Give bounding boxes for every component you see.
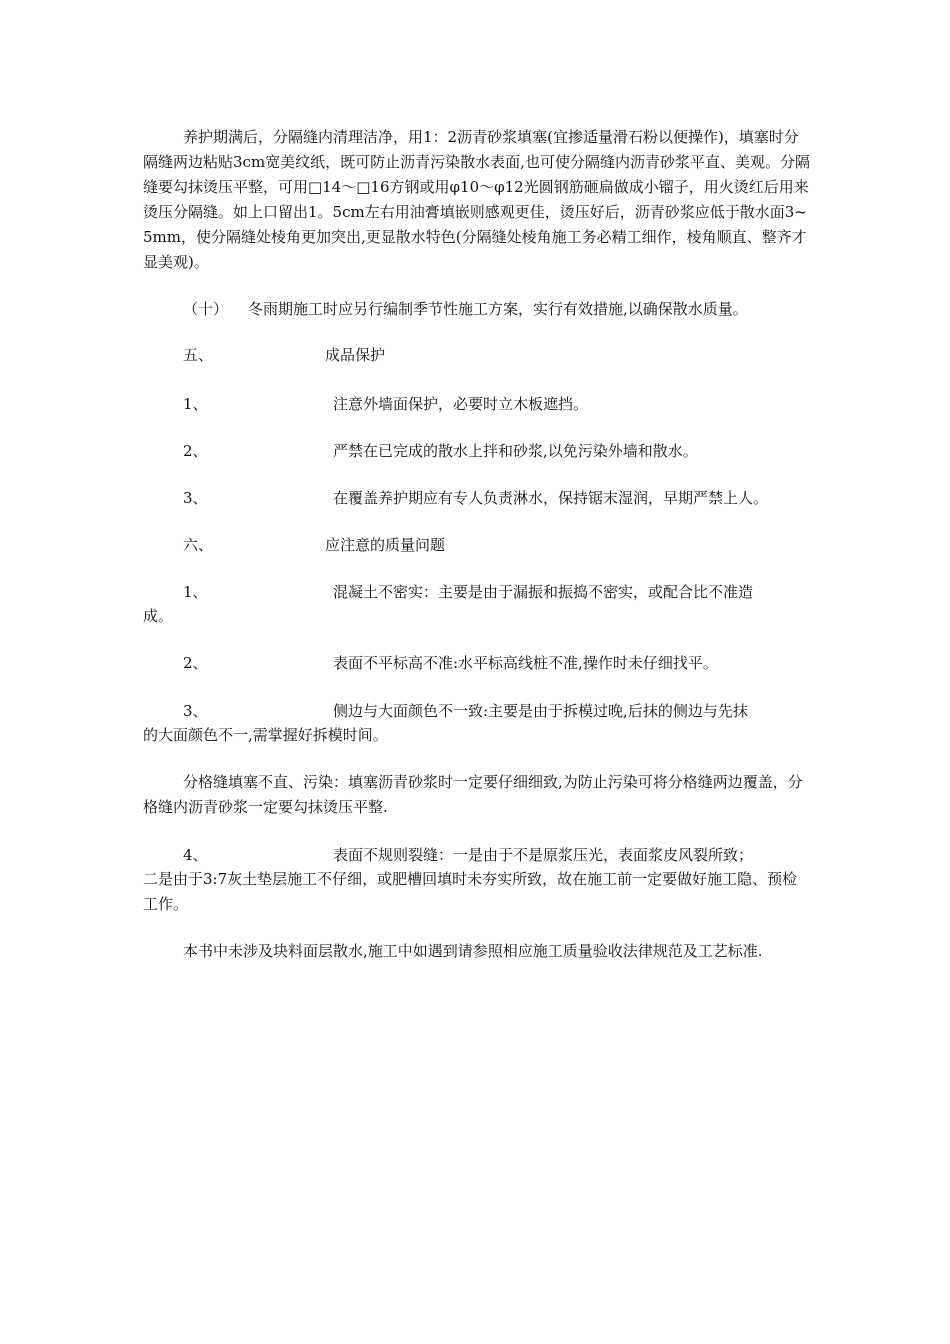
section-5-item-2	[0, 439, 950, 464]
item-10-text: 冬雨期施工时应另行编制季节性施工方案，实行有效措施,以确保散水质量。	[248, 300, 748, 318]
item-text: 严禁在已完成的散水上拌和砂浆,以免污染外墙和散水。	[333, 442, 698, 460]
item-text: 表面不平标高不准:水平标高线桩不准,操作时未仔细找平。	[333, 654, 718, 672]
section-6-item-2	[0, 651, 950, 676]
paragraph-seam-filling: 分格缝填塞不直、污染：填塞沥青砂浆时一定要仔细细致,为防止污染可将分格缝两边覆盖，分格缝内沥青砂浆一定要勾抹烫压平整.	[143, 773, 803, 816]
item-number: 2、	[183, 442, 208, 460]
item-number: 4、	[183, 846, 208, 864]
section-5-item-1	[0, 392, 950, 417]
item-10-number: （十）	[183, 300, 229, 318]
section-6-item-1-continuation: 成。	[143, 607, 174, 625]
section-6-item-4-continuation: 二是由于3:7灰土垫层施工不仔细，或肥槽回填时未夯实所致，故在施工前一定要做好施工隐、预检工作。	[143, 870, 798, 913]
item-number: 3、	[183, 702, 208, 720]
item-text: 混凝土不密实：主要是由于漏振和振捣不密实，或配合比不准造	[333, 583, 754, 601]
section-6-item-3	[0, 699, 950, 724]
section-5-number: 五、	[183, 346, 214, 364]
section-5-title: 成品保护	[325, 346, 386, 364]
item-text: 表面不规则裂缝：一是由于不是原浆压光，表面浆皮风裂所致；	[333, 846, 754, 864]
section-5-heading	[0, 343, 950, 368]
section-6-title: 应注意的质量问题	[325, 536, 446, 554]
section-6-heading	[0, 533, 950, 558]
item-text: 注意外墙面保护，必要时立木板遮挡。	[333, 395, 589, 413]
item-number: 2、	[183, 654, 208, 672]
paragraph-joint-filling: 养护期满后，分隔缝内清理洁净，用1：2沥青砂浆填塞(宜掺适量滑石粉以便操作)，填塞时分隔缝两边粘贴3cm宽美纹纸，既可防止沥青污染散水表面,也可使分隔缝内沥青砂浆平直、美观。分隔缝要勾抹烫压平整，可用□14～□16方钢或用φ10～φ12光圆钢筋砸扁做成小镏子，用火烫红后用来烫压分隔缝。如上口留出1。5cm左右用油膏填嵌则感观更佳，烫压好后，沥青砂浆应低于散水面3~5mm，使分隔缝处棱角更加突出,更显散水特色(分隔缝处棱角施工务必精工细作，棱角顺直、整齐才显美观)。	[143, 128, 810, 271]
item-text: 在覆盖养护期应有专人负责淋水，保持锯末湿润，早期严禁上人。	[333, 489, 769, 507]
item-10-row	[0, 297, 950, 322]
section-6-item-3-continuation: 的大面颜色不一,需掌握好拆模时间。	[143, 726, 388, 744]
section-6-item-4	[0, 843, 950, 868]
section-5-item-3	[0, 486, 950, 511]
item-number: 1、	[183, 583, 208, 601]
item-number: 1、	[183, 395, 208, 413]
item-number: 3、	[183, 489, 208, 507]
section-6-number: 六、	[183, 536, 214, 554]
item-text: 侧边与大面颜色不一致:主要是由于拆模过晚,后抹的侧边与先抹	[333, 702, 748, 720]
paragraph-final-note: 本书中未涉及块料面层散水,施工中如遇到请参照相应施工质量验收法律规范及工艺标准.	[183, 942, 763, 960]
section-6-item-1	[0, 580, 950, 605]
